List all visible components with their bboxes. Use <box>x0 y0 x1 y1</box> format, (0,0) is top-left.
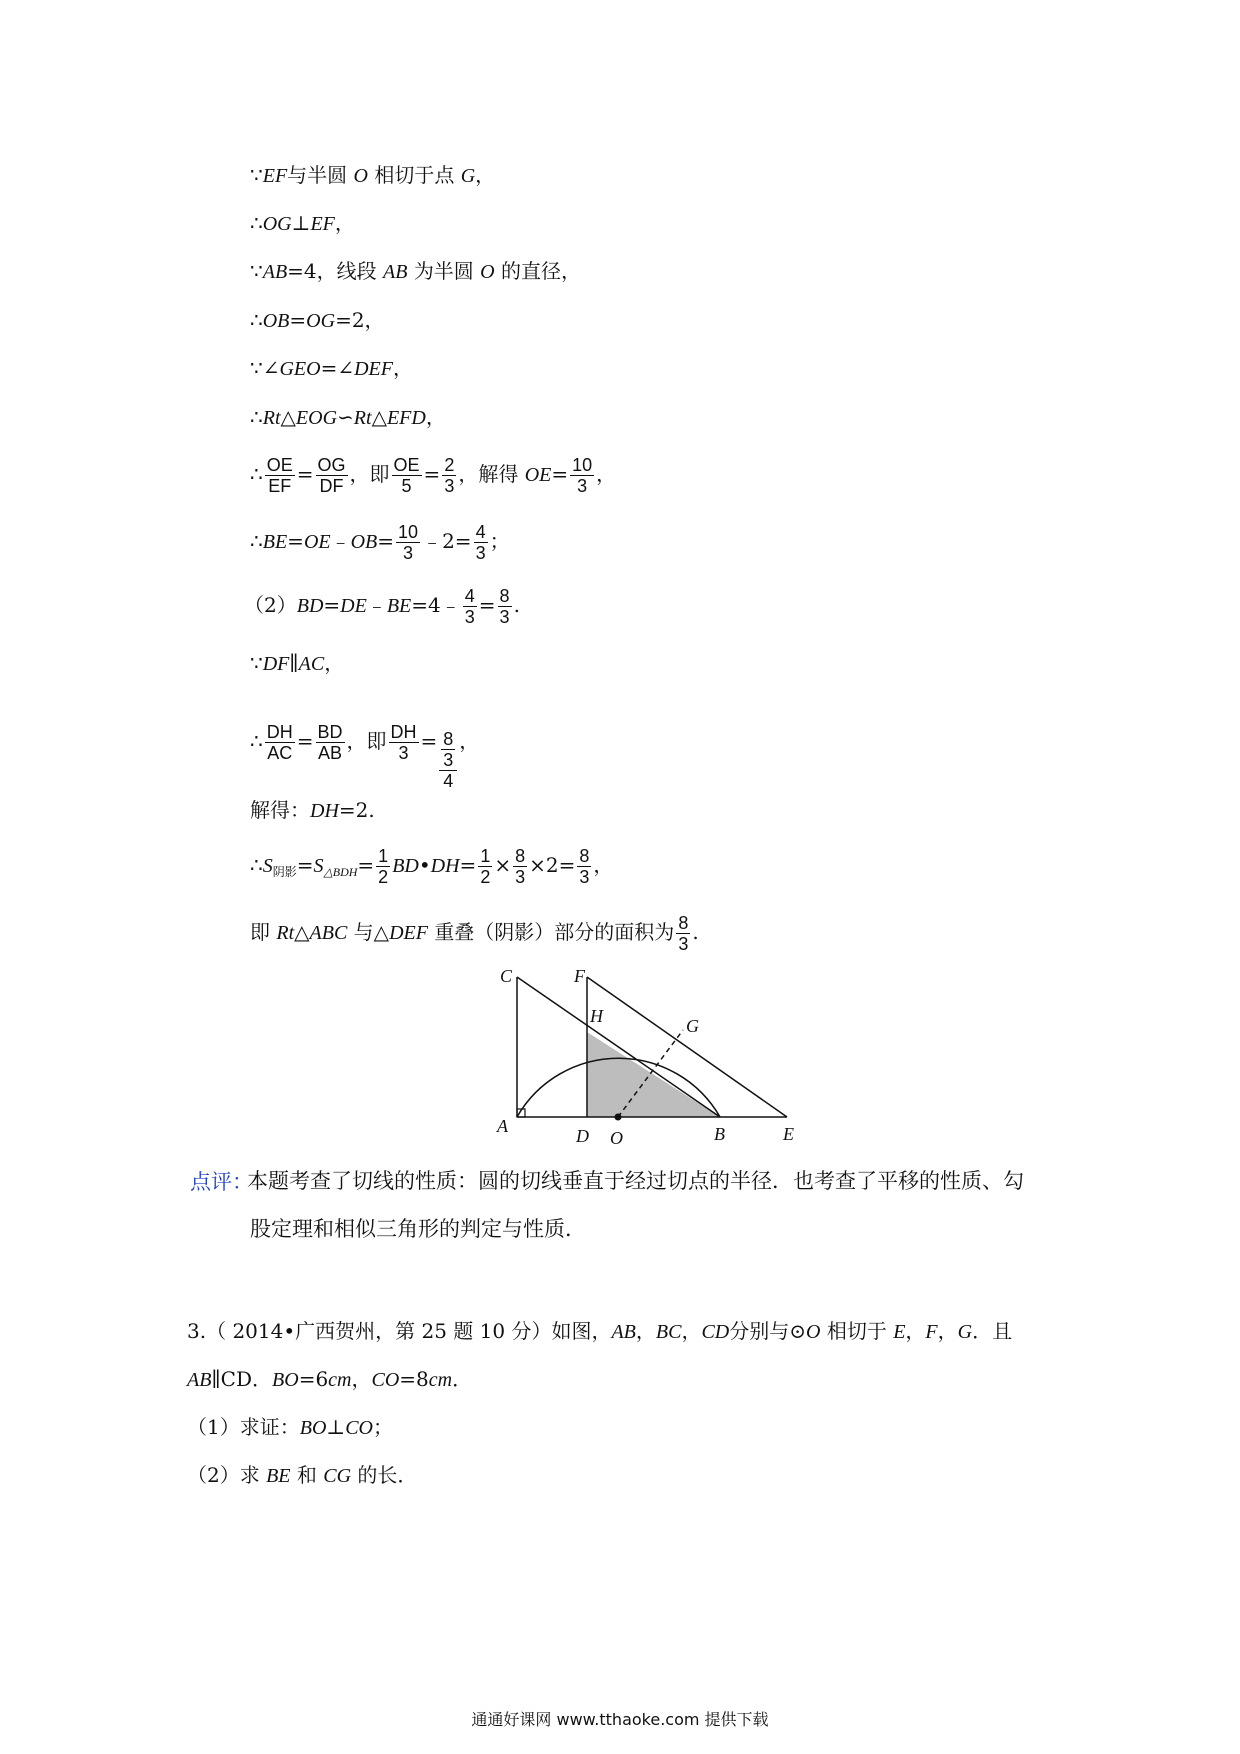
solution-line-14: 即 Rt△ABC 与△DEF 重叠（阴影）部分的面积为 $\frac{8}{3}$ . <box>250 913 699 954</box>
fraction: $\frac{8}{3}$ <box>678 913 689 954</box>
solution-line-4: ∴OB=OG=2， <box>250 308 385 332</box>
solution-line-9: （2）BD=DE﹣BE=4﹣ $\frac{4}{3}$ = $\frac{8}{3}$ . <box>244 586 520 627</box>
fraction: $\frac{4}{3}$ <box>464 586 475 627</box>
fraction: $\frac{8}{3}$ <box>443 728 454 770</box>
fraction: $\frac{4}{3}$ <box>475 522 486 563</box>
solution-line-8: ∴BE=OE﹣OB= $\frac{10}{3}$ ﹣2= $\frac{4}{3}$ ； <box>250 522 510 563</box>
solution-line-7: ∴ $\frac{OE}{EF}$ = $\frac{OG}{DF}$ ，即 $\frac{OE}{5}$ = $\frac{2}{3}$ ，解得 OE= $\frac{10}{3}$ ， <box>250 455 617 496</box>
label-c: C <box>500 966 513 986</box>
solution-line-5: ∵∠GEO=∠DEF， <box>250 356 413 380</box>
label-h: H <box>590 1006 603 1026</box>
solution-line-11: ∴ $\frac{DH}{AC}$ = $\frac{BD}{AB}$ ，即 $\frac{DH}{3}$ = $\frac{\frac{8}{3}}{4}$ ， <box>250 722 480 791</box>
point-o <box>615 1114 622 1121</box>
solution-line-6: ∴Rt△EOG∽Rt△EFD， <box>250 405 446 429</box>
fraction: $\frac{1}{2}$ <box>378 846 389 887</box>
page-footer: 通通好课网 www.tthaoke.com 提供下载 <box>471 1710 769 1729</box>
label-f: F <box>574 966 585 986</box>
fraction: $\frac{1}{2}$ <box>480 846 491 887</box>
question-3-line-2: AB∥CD．BO=6cm，CO=8cm． <box>187 1367 473 1391</box>
solution-line-2: ∴OG⊥EF， <box>250 211 355 235</box>
question-3-part-2: （2）求 BE 和 CG 的长． <box>187 1463 418 1487</box>
solution-line-3: ∵AB=4，线段 AB 为半圆 O 的直径， <box>250 259 581 283</box>
shaded-triangle-bdh <box>587 1032 720 1117</box>
comment-label: 点评： <box>190 1170 253 1194</box>
label-g: G <box>686 1016 699 1036</box>
fraction: $\frac{8}{3}$ <box>579 846 590 887</box>
label-e: E <box>783 1124 794 1144</box>
fraction: $\frac{10}{3}$ <box>398 522 419 563</box>
label-a: A <box>497 1116 508 1136</box>
complex-fraction: $\frac{\frac{8}{3}}{4}$ <box>439 729 457 791</box>
fraction: $\frac{DH}{AC}$ <box>266 722 293 763</box>
question-3-part-1: （1）求证：BO⊥CO； <box>187 1415 394 1439</box>
fraction: $\frac{OE}{EF}$ <box>266 455 293 496</box>
label-o: O <box>610 1128 623 1148</box>
fraction: $\frac{2}{3}$ <box>444 455 455 496</box>
solution-line-10: ∵DF∥AC， <box>250 651 345 675</box>
comment-line-1: 本题考查了切线的性质：圆的切线垂直于经过切点的半径．也考查了平移的性质、勾 <box>247 1169 1024 1193</box>
question-3-line-1: 3.（ 2014•广西贺州，第 25 题 10 分）如图，AB，BC，CD分别与⊙O 相切于 E，F，G．且 <box>187 1319 1013 1343</box>
fraction: $\frac{DH}{3}$ <box>390 722 417 763</box>
label-d: D <box>576 1126 589 1146</box>
fraction: $\frac{10}{3}$ <box>572 455 593 496</box>
fraction: $\frac{BD}{AB}$ <box>317 722 343 763</box>
solution-line-12: 解得：DH=2. <box>250 798 375 822</box>
comment-line-2: 股定理和相似三角形的判定与性质． <box>250 1217 586 1241</box>
fraction: $\frac{8}{3}$ <box>515 846 526 887</box>
solution-line-1: ∵EF与半圆 O 相切于点 G， <box>250 163 496 187</box>
fraction: $\frac{OG}{DF}$ <box>317 455 346 496</box>
fraction: $\frac{8}{3}$ <box>499 586 510 627</box>
fraction: $\frac{OE}{5}$ <box>393 455 420 496</box>
geometry-figure <box>490 960 820 1160</box>
label-b: B <box>714 1124 725 1144</box>
solution-line-13: $\therefore S_{阴影}=S_{\triangle BDH}=$ $\frac{1}{2}$ BD•DH= $\frac{1}{2}$ × $\frac{8}{3}$ ×2= $\frac{8}{3}$ ， <box>250 846 614 887</box>
